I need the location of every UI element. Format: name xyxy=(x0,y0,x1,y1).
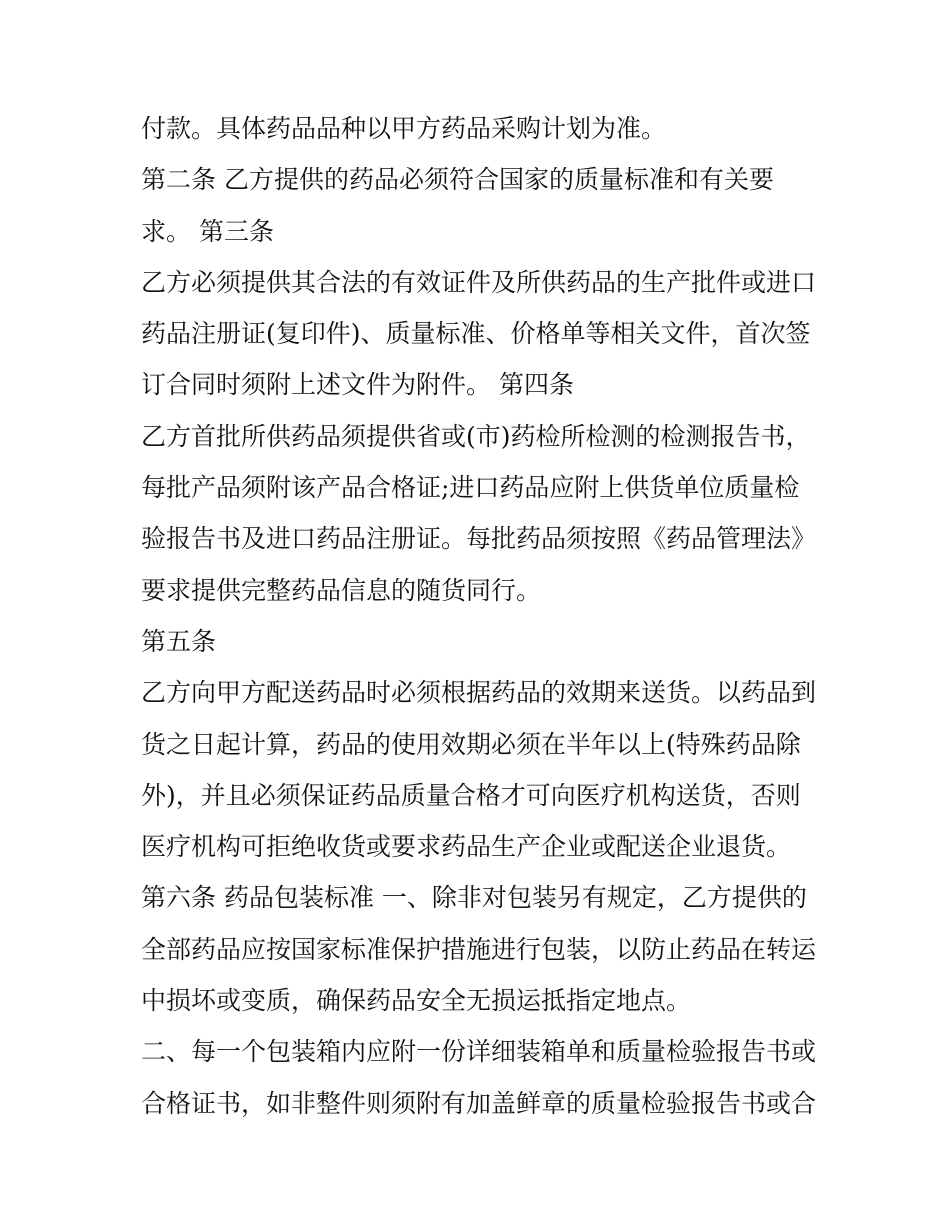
text-line: 全部药品应按国家标准保护措施进行包装，以防止药品在转运 xyxy=(141,934,817,964)
text-line: 中损坏或变质，确保药品安全无损运抵指定地点。 xyxy=(141,986,692,1016)
text-line: 每批产品须附该产品合格证;进口药品应附上供货单位质量检 xyxy=(141,473,800,503)
text-line: 货之日起计算，药品的使用效期必须在半年以上(特殊药品除 xyxy=(141,729,801,759)
text-line: 验报告书及进口药品注册证。每批药品须按照《药品管理法》 xyxy=(141,524,817,554)
text-line: 医疗机构可拒绝收货或要求药品生产企业或配送企业退货。 xyxy=(141,832,792,862)
text-line: 乙方首批所供药品须提供省或(市)药检所检测的检测报告书， xyxy=(141,421,811,451)
text-line: 第二条 乙方提供的药品必须符合国家的质量标准和有关要 xyxy=(141,165,774,195)
text-line: 第六条 药品包装标准 一、除非对包装另有规定，乙方提供的 xyxy=(141,883,807,913)
text-line: 付款。具体药品品种以甲方药品采购计划为准。 xyxy=(141,114,667,143)
text-line: 乙方向甲方配送药品时必须根据药品的效期来送货。以药品到 xyxy=(141,678,817,708)
contract-text xyxy=(141,107,821,1133)
text-line: 乙方必须提供其合法的有效证件及所供药品的生产批件或进口 xyxy=(141,267,817,297)
text-line: 要求提供完整药品信息的随货同行。 xyxy=(141,575,542,605)
text-line: 订合同时须附上述文件为附件。 第四条 xyxy=(141,370,574,400)
text-line: 合格证书，如非整件则须附有加盖鲜章的质量检验报告书或合 xyxy=(141,1088,817,1118)
text-line: 外)，并且必须保证药品质量合格才可向医疗机构送货，否则 xyxy=(141,780,801,810)
text-line: 求。 第三条 xyxy=(141,216,274,246)
text-line: 第五条 xyxy=(141,626,217,656)
text-line: 药品注册证(复印件)、质量标准、价格单等相关文件，首次签 xyxy=(141,319,811,349)
text-line: 二、每一个包装箱内应附一份详细装箱单和质量检验报告书或 xyxy=(141,1037,817,1067)
